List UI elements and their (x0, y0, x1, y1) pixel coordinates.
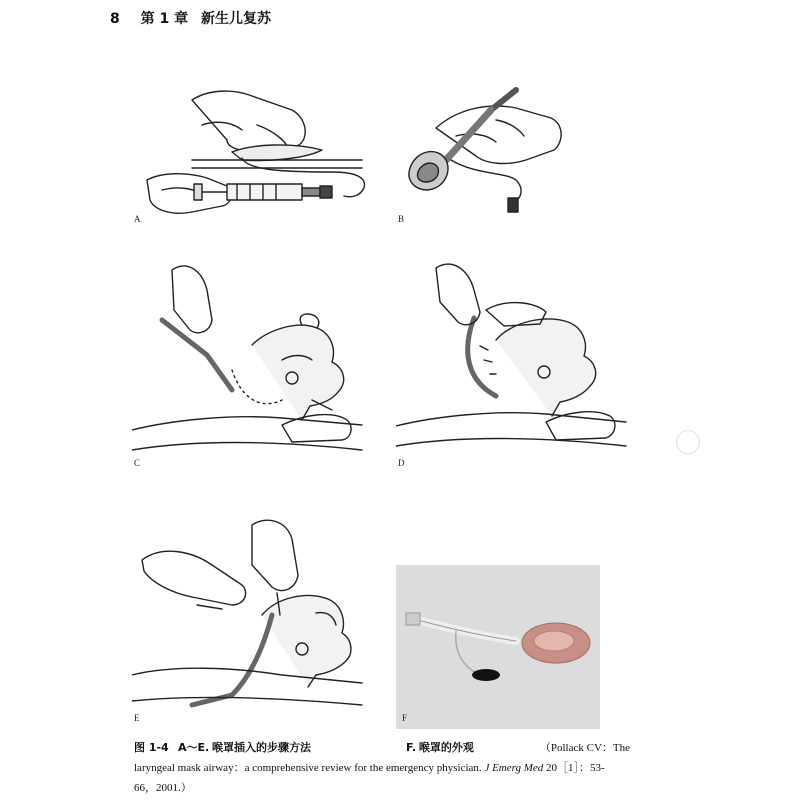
panel-d-illustration (396, 250, 636, 472)
panel-b (396, 80, 576, 230)
caption-ae-label: A～E. (178, 741, 210, 754)
citation-line-2-post: 20［1］：53- (546, 762, 605, 774)
caption-ae (178, 738, 311, 758)
chapter-number: 第 1 章 (140, 11, 189, 27)
panel-b-illustration (396, 80, 576, 230)
citation-line-2 (134, 758, 630, 778)
panel-a-label: A (134, 214, 141, 224)
panel-d (396, 250, 636, 472)
page-number: 8 (110, 11, 120, 27)
caption-f-label: F. (406, 741, 417, 754)
caption-f-text: 喉罩的外观 (418, 741, 474, 754)
figure-number: 图 1-4 (134, 741, 169, 754)
caption-f (406, 738, 474, 758)
chapter-title: 新生儿复苏 (201, 11, 271, 27)
panel-c-illustration (132, 250, 372, 472)
panel-e (132, 505, 372, 727)
panel-a-illustration (132, 80, 372, 230)
citation-journal: J Emerg Med (484, 762, 544, 774)
citation-line-3: 66，2001.） (134, 782, 192, 794)
panel-f-label: F (402, 713, 408, 723)
page-header (110, 8, 271, 28)
citation-line-1: （Pollack CV：The (539, 742, 630, 754)
panel-b-label: B (398, 214, 405, 224)
margin-stamp-icon (676, 430, 700, 454)
panel-a (132, 80, 372, 230)
panel-f-photo (396, 565, 600, 729)
panel-c (132, 250, 372, 472)
panel-d-label: D (398, 458, 405, 468)
caption-ae-text: 喉罩插入的步骤方法 (211, 741, 311, 754)
panel-f (396, 565, 600, 729)
panel-e-label: E (134, 713, 140, 723)
citation-line-2-pre: laryngeal mask airway：a comprehensive review for the emergency physician. (134, 762, 482, 774)
panel-e-illustration (132, 505, 372, 727)
panel-c-label: C (134, 458, 141, 468)
